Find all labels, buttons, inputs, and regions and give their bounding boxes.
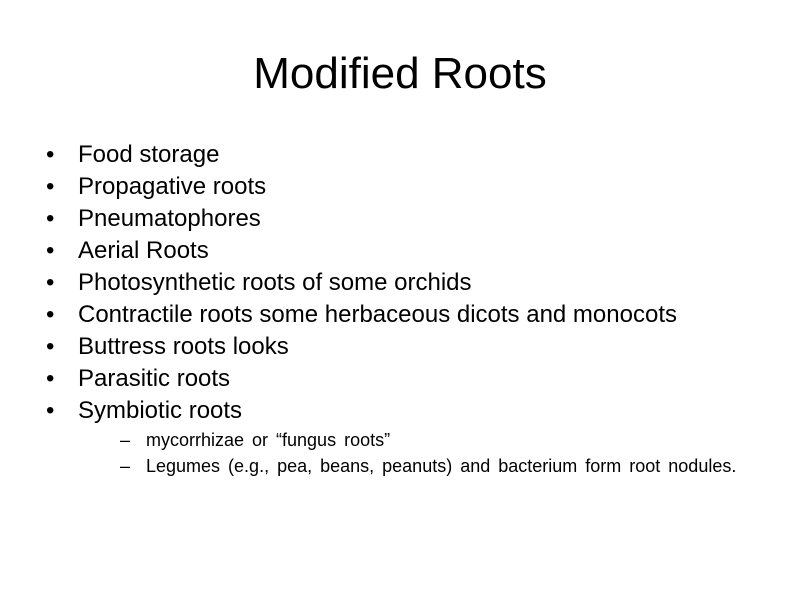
bullet-marker: • [46,141,55,168]
bullet-text: Aerial Roots [78,237,209,264]
sub-bullet-text: Legumes (e.g., pea, beans, peanuts) and bacterium form root nodules. [146,456,737,476]
bullet-item-photosynthetic-roots [46,267,766,299]
sub-bullet-list [78,430,766,476]
bullet-text: Propagative roots [78,173,267,200]
bullet-text: Food storage [78,141,220,168]
sub-bullet-item-mycorrhizae [78,430,756,450]
bullet-marker: • [46,173,55,200]
slide-title: Modified Roots [253,49,547,98]
bullet-marker: • [46,333,55,360]
bullet-item-buttress-roots [46,331,766,363]
bullet-marker: • [46,397,55,424]
sub-bullet-item-legumes [78,456,756,476]
bullet-item-contractile-roots [46,299,766,331]
bullet-text: Contractile roots some herbaceous dicots and monocots [78,301,677,328]
bullet-marker: • [46,301,55,328]
bullet-marker: • [46,237,55,264]
sub-bullet-marker: – [120,456,131,476]
bullet-text: Parasitic roots [78,365,231,392]
bullet-text: Buttress roots looks [78,333,289,360]
bullet-item-aerial-roots [46,235,766,267]
bullet-text: Pneumatophores [78,205,261,232]
bullet-text: Photosynthetic roots of some orchids [78,269,472,296]
bullet-item-pneumatophores [46,203,766,235]
bullet-list [46,139,766,482]
bullet-marker: • [46,269,55,296]
sub-bullet-text: mycorrhizae or “fungus roots” [146,430,391,450]
bullet-item-propagative-roots [46,171,766,203]
bullet-marker: • [46,205,55,232]
bullet-item-parasitic-roots [46,363,766,395]
bullet-item-symbiotic-roots [46,395,766,476]
sub-bullet-marker: – [120,430,131,450]
bullet-marker: • [46,365,55,392]
bullet-text: Symbiotic roots [78,397,243,424]
bullet-item-food-storage [46,139,766,171]
